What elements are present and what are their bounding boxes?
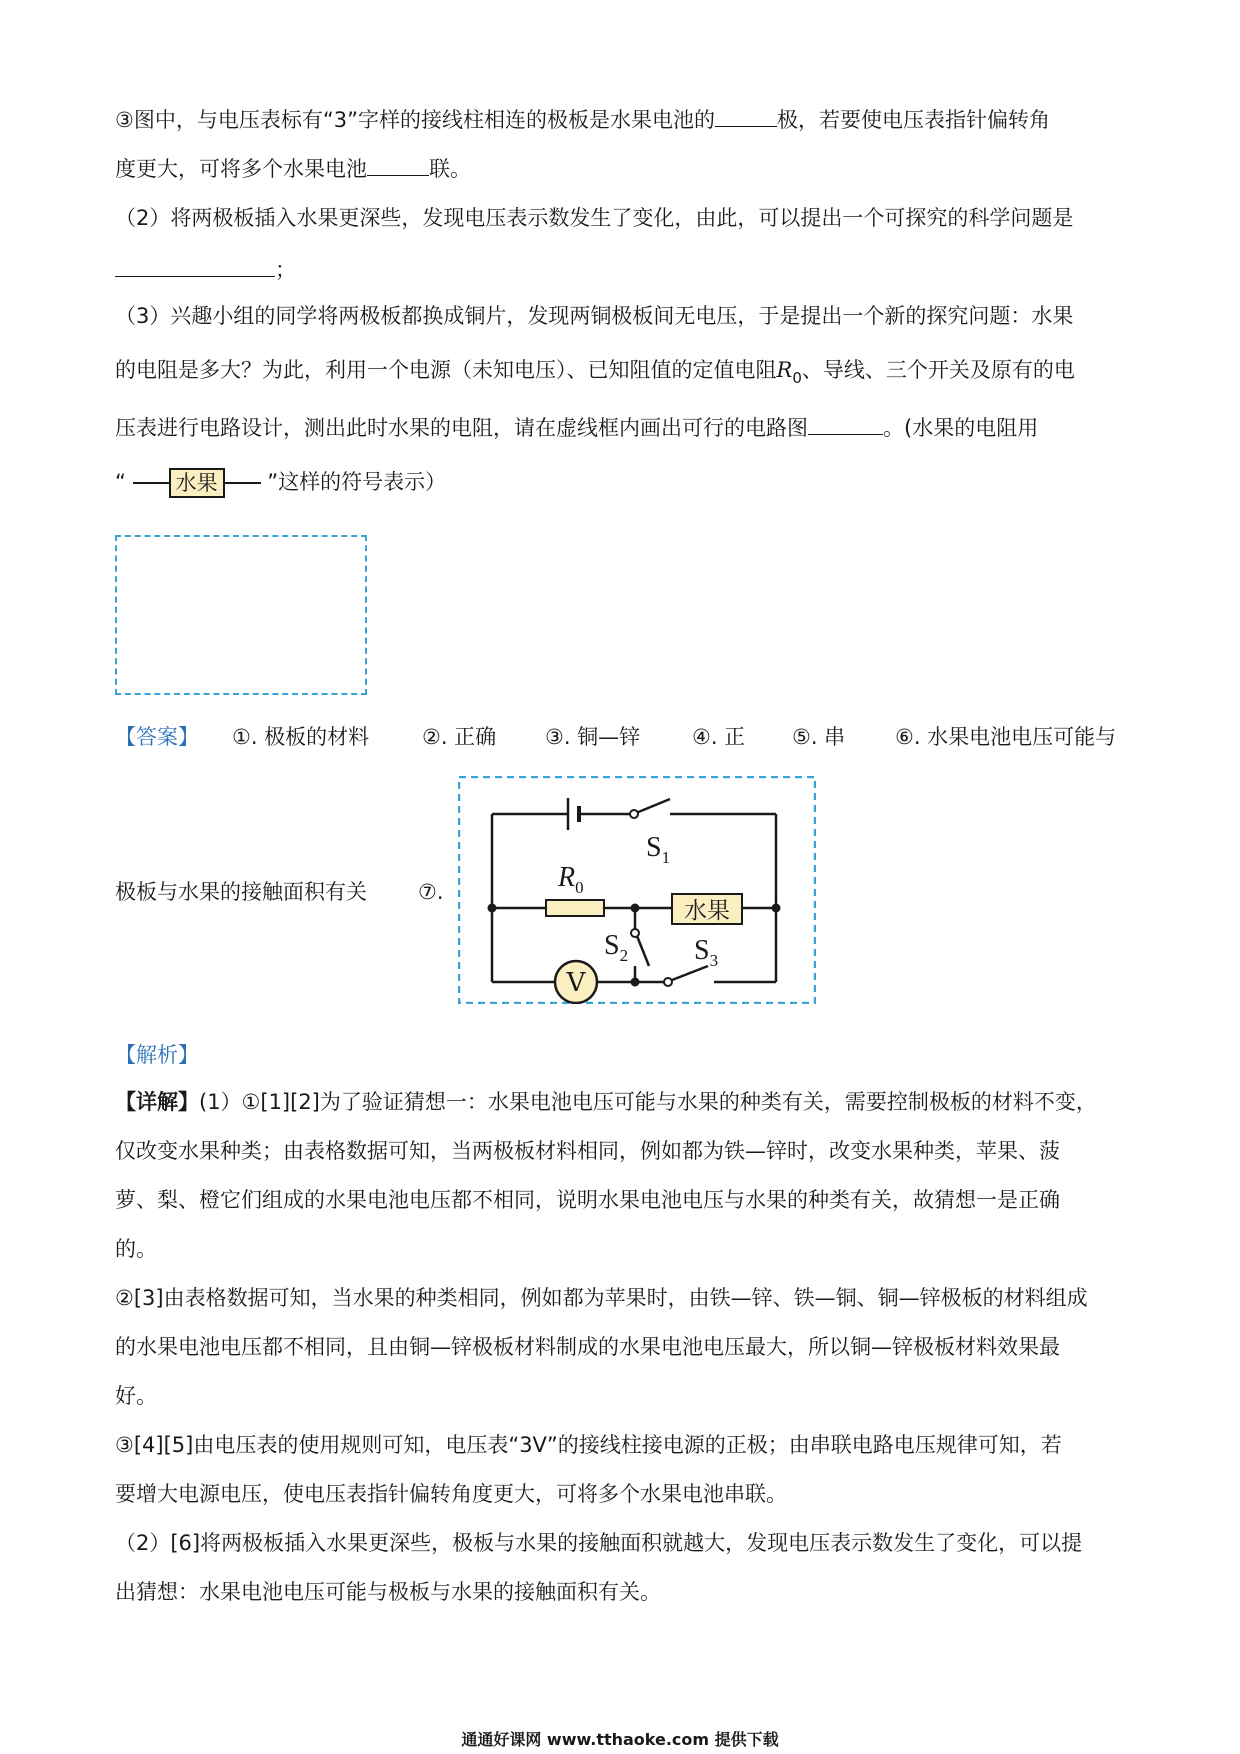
analysis-text: (1）①[1][2]为了验证猜想一：水果电池电压可能与水果的种类有关，需要控制极板的材料不变， — [199, 1090, 1097, 1114]
part3-line-2 — [115, 355, 1075, 387]
question-text: 。(水果的电阻用 — [883, 416, 1039, 440]
resistor-subscript: 0 — [792, 369, 802, 387]
switch-s3-blade — [672, 966, 708, 980]
answer-blank — [367, 153, 429, 176]
analysis-line-10: （2）[6]将两极板插入水果更深些，极板与水果的接触面积就越大，发现电压表示数发生了变化，可以提 — [115, 1531, 1083, 1555]
answer-blank — [115, 254, 275, 277]
analysis-line-1 — [115, 1087, 1097, 1117]
answer-item-5: ⑤. 串 — [792, 725, 846, 749]
circuit-diagram — [458, 776, 816, 1004]
question-text: ③图中，与电压表标有“3”字样的接线柱相连的极板是水果电池的 — [115, 108, 715, 132]
question-line-2 — [115, 153, 471, 184]
question-text: 极，若要使电压表指针偏转角 — [776, 108, 1050, 132]
s1-label: $S_1$ — [646, 832, 671, 867]
fruit-label: 水果 — [684, 898, 730, 924]
wire-left — [133, 482, 169, 484]
fruit-resistor-symbol: 水果 — [169, 468, 225, 498]
switch-s2-contact — [631, 929, 639, 937]
resistor-r0 — [546, 900, 604, 916]
answer-item-3: ③. 铜—锌 — [545, 725, 641, 749]
s2-label: $S_2$ — [604, 930, 629, 965]
analysis-line-11: 出猜想：水果电池电压可能与极板与水果的接触面积有关。 — [115, 1580, 661, 1604]
answer-item-7: ⑦. — [418, 880, 444, 904]
quote-close: ”这样的符号表示） — [267, 470, 447, 494]
analysis-line-3: 萝、梨、橙它们组成的水果电池电压都不相同，说明水果电池电压与水果的种类有关，故猜想一是正确 — [115, 1188, 1060, 1212]
question-text: 、导线、三个开关及原有的电 — [801, 358, 1075, 382]
question-line-1 — [115, 104, 1050, 135]
r0-label: $R_0$ — [558, 862, 584, 897]
switch-s1-blade — [636, 799, 670, 813]
answer-item-2: ②. 正确 — [422, 725, 497, 749]
analysis-tag: 【解析】 — [115, 1043, 199, 1067]
analysis-line-6: 的水果电池电压都不相同，且由铜—锌极板材料制成的水果电池电压最大，所以铜—锌极板材料效果最 — [115, 1335, 1060, 1359]
answer-item-6-cont: 极板与水果的接触面积有关 — [115, 880, 367, 904]
detail-tag: 【详解】 — [115, 1090, 199, 1114]
analysis-line-2: 仅改变水果种类；由表格数据可知，当两极板材料相同，例如都为铁—锌时，改变水果种类，苹果、菠 — [115, 1139, 1060, 1163]
question-text: 联。 — [429, 157, 471, 181]
footer-watermark: 通通好课网 www.tthaoke.com 提供下载 — [461, 1730, 779, 1749]
answer-tag: 【答案】 — [115, 725, 199, 749]
switch-s3-contact — [664, 978, 672, 986]
answer-item-6: ⑥. 水果电池电压可能与 — [895, 725, 1117, 749]
analysis-line-8: ③[4][5]由电压表的使用规则可知，电压表“3V”的接线柱接电源的正极；由串联电路电压规律可知，若 — [115, 1433, 1062, 1457]
question-text: 的电阻是多大？为此，利用一个电源（未知电压）、已知阻值的定值电阻 — [115, 358, 777, 382]
answer-item-4: ④. 正 — [692, 725, 746, 749]
question-text: 度更大，可将多个水果电池 — [115, 157, 367, 181]
junction-dot — [631, 978, 640, 987]
s3-label: $S_3$ — [694, 935, 719, 970]
answer-blank — [715, 104, 777, 127]
part2-line-2 — [115, 254, 296, 285]
switch-s2-blade — [637, 936, 649, 966]
analysis-line-9: 要增大电源电压，使电压表指针偏转角度更大，可将多个水果电池串联。 — [115, 1482, 787, 1506]
answer-blank — [808, 412, 883, 435]
part3-line-3 — [115, 412, 1038, 443]
analysis-line-4: 的。 — [115, 1237, 157, 1261]
analysis-line-7: 好。 — [115, 1384, 157, 1408]
switch-s1-contact — [630, 810, 638, 818]
drawing-frame — [115, 535, 367, 695]
part2-line-1: （2）将两极板插入水果更深些，发现电压表示数发生了变化，由此，可以提出一个可探究的科学问题是 — [115, 206, 1074, 230]
part3-line-4 — [115, 467, 446, 498]
question-text: 压表进行电路设计，测出此时水果的电阻，请在虚线框内画出可行的电路图 — [115, 416, 808, 440]
junction-dot — [488, 904, 497, 913]
wire-right — [225, 482, 261, 484]
answer-item-1: ①. 极板的材料 — [232, 725, 370, 749]
quote-open: “ — [115, 470, 126, 494]
resistor-symbol: R — [776, 358, 793, 382]
question-text: ； — [275, 258, 296, 282]
junction-dot — [772, 904, 781, 913]
junction-dot — [631, 904, 640, 913]
part3-line-1: （3）兴趣小组的同学将两极板都换成铜片，发现两铜极板间无电压，于是提出一个新的探究问题：水果 — [115, 304, 1074, 328]
analysis-line-5: ②[3]由表格数据可知，当水果的种类相同，例如都为苹果时，由铁—锌、铁—铜、铜—锌极板的材料组成 — [115, 1286, 1088, 1310]
voltmeter-label: V — [566, 968, 586, 998]
